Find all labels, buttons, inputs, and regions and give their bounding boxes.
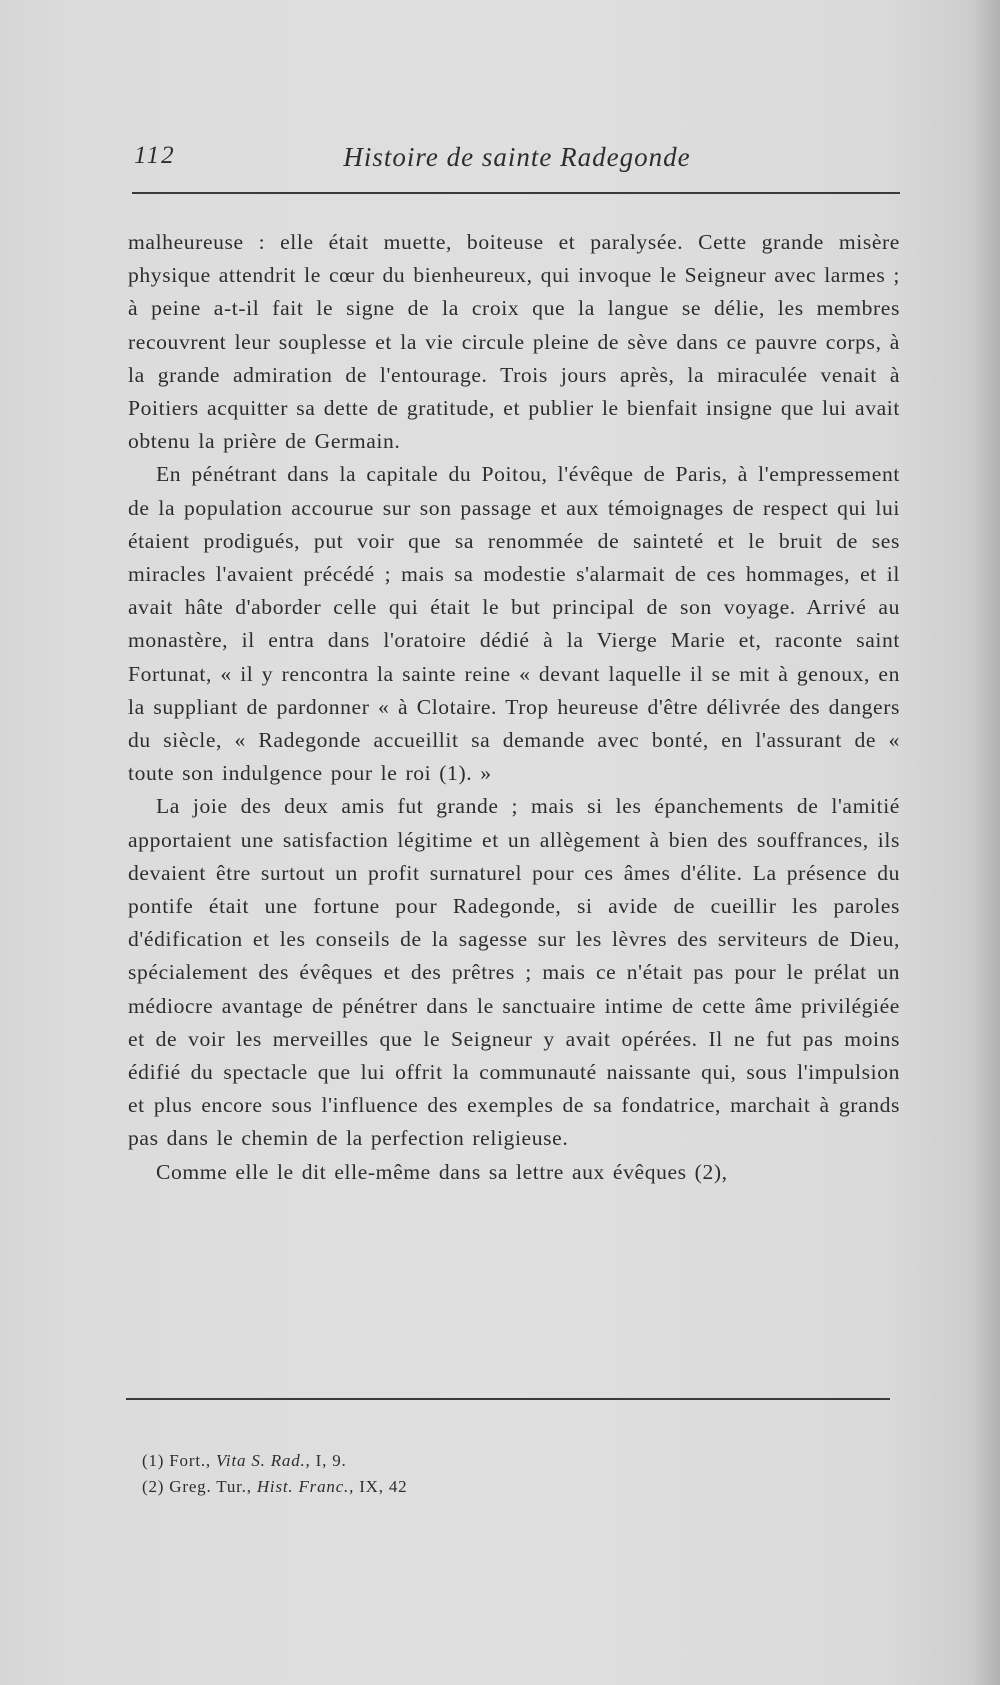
footnote-ref: I, 9.: [315, 1451, 347, 1470]
page-edge-shadow: [972, 0, 1000, 1685]
footnote-author: Fort.,: [169, 1451, 211, 1470]
paragraph-4: Comme elle le dit elle-même dans sa lettre aux évêques (2),: [156, 1159, 728, 1184]
footnote-ref: IX, 42: [359, 1477, 408, 1496]
header-rule: [132, 192, 900, 194]
footnote-1: [142, 1448, 842, 1474]
footnote-rule: [126, 1398, 890, 1400]
running-header: [134, 142, 900, 182]
running-title: Histoire de sainte Radegonde: [343, 142, 691, 172]
paragraph-2: En pénétrant dans la capitale du Poitou, l'évêque de Paris, à l'empressement de la population accourue sur son passage et aux témoignages de respect qui lui étaient prodigués, put voir que sa renommée de sainteté et le bruit de ses miracles l'avaient précédé ; mais sa modestie s'alarmait de ces hommages, et il avait hâte d'aborder celle qui était le but principal de son voyage. Arrivé au monastère, il entra dans l'oratoire dédié à la Vierge Marie et, raconte saint Fortunat, « il y rencontra la sainte reine « devant laquelle il se mit à genoux, en la suppliant de pardonner « à Clotaire. Trop heureuse d'être délivrée des dangers du siècle, « Radegonde accueillit sa demande avec bonté, en l'assurant de « toute son indulgence pour le roi (1). »: [128, 462, 900, 786]
footnote-author: Greg. Tur.,: [169, 1477, 252, 1496]
body-text: [128, 226, 900, 1189]
paragraph-1: malheureuse : elle était muette, boiteuse et paralysée. Cette grande misère physique attendrit le cœur du bienheureux, qui invoque le Seigneur avec larmes ; à peine a-t-il fait le signe de la croix que la langue se délie, les membres recouvrent leur souplesse et la vie circule pleine de sève dans ce pauvre corps, à la grande admiration de l'entourage. Trois jours après, la miraculée venait à Poitiers acquitter sa dette de gratitude, et publier le bienfait insigne que lui avait obtenu la prière de Germain.: [128, 230, 900, 454]
footnote-mark: (1): [142, 1451, 165, 1470]
paragraph-3: La joie des deux amis fut grande ; mais si les épanchements de l'amitié apportaient une satisfaction légitime et un allègement à bien des souffrances, ils devaient être surtout un profit surnaturel pour ces âmes d'élite. La présence du pontife était une fortune pour Radegonde, si avide de cueillir les paroles d'édification et les conseils de la sagesse sur les lèvres des serviteurs de Dieu, spécialement des évêques et des prêtres ; mais ce n'était pas pour le prélat un médiocre avantage de pénétrer dans le sanctuaire intime de cette âme privilégiée et de voir les merveilles que le Seigneur y avait opérées. Il ne fut pas moins édifié du spectacle que lui offrit la communauté naissante qui, sous l'impulsion et plus encore sous l'influence des exemples de sa fondatrice, marchait à grands pas dans le chemin de la perfection religieuse.: [128, 794, 900, 1151]
footnote-work: Hist. Franc.,: [256, 1477, 355, 1496]
footnote-2: [142, 1474, 842, 1500]
footnote-mark: (2): [142, 1477, 165, 1496]
footnotes: [142, 1448, 842, 1500]
page-number: 112: [134, 142, 176, 169]
footnote-work: Vita S. Rad.,: [216, 1451, 311, 1470]
